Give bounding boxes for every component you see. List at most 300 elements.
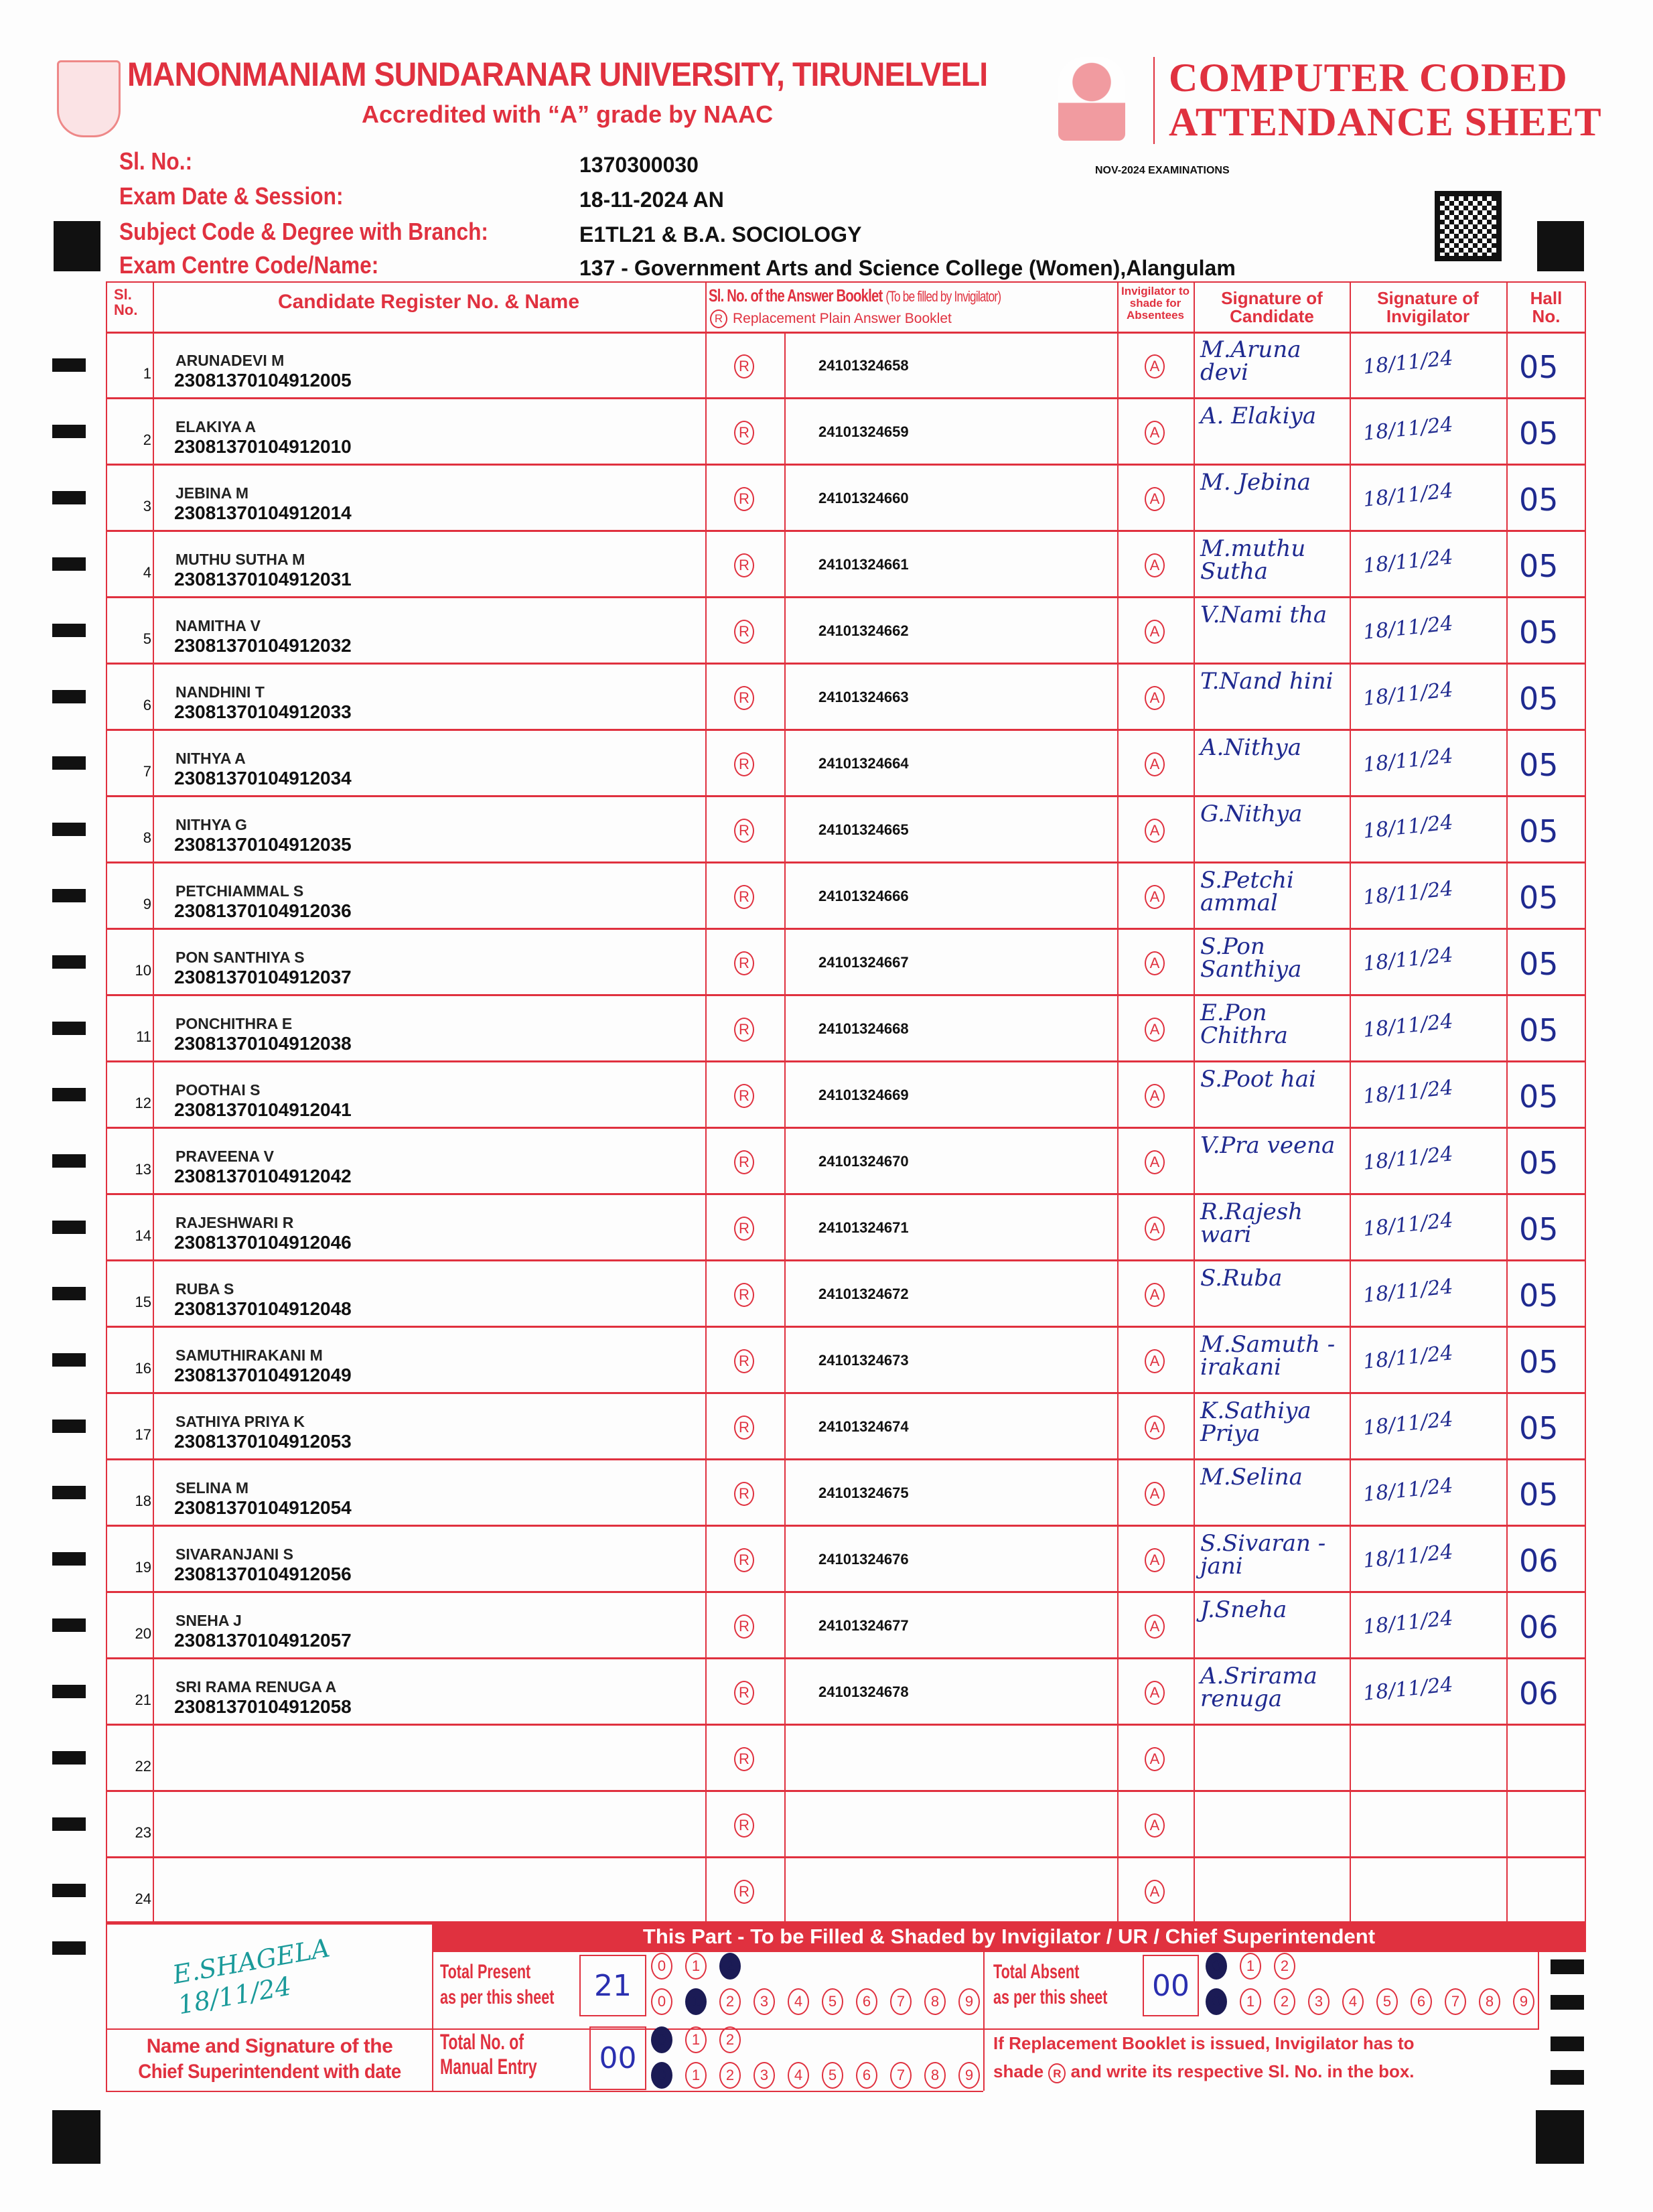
invigilator-signature: 18/11/24: [1362, 1673, 1455, 1706]
replacement-bubble[interactable]: R: [734, 1217, 754, 1241]
invigilator-signature: 18/11/24: [1362, 1341, 1455, 1374]
chief-label-1: Name and Signature of the: [146, 2035, 393, 2057]
absent-bubble[interactable]: A: [1145, 819, 1165, 843]
register-number: 23081370104912034: [174, 768, 352, 788]
absent-units-bubble[interactable]: 7: [1445, 1988, 1466, 2015]
row-sl: 17: [135, 1426, 151, 1443]
sheet-title-line2: ATTENDANCE SHEET: [1169, 100, 1602, 144]
absent-bubble[interactable]: A: [1145, 1349, 1165, 1373]
absent-tens-bubble[interactable]: 2: [1274, 1953, 1295, 1980]
booklet-number: 24101324668: [818, 1020, 909, 1037]
absent-tens-bubble[interactable]: 0: [1206, 1953, 1227, 1980]
timing-mark: [52, 1618, 86, 1632]
invigilator-signature: 18/11/24: [1362, 545, 1455, 578]
booklet-number: 24101324673: [818, 1352, 909, 1369]
row-sl: 15: [135, 1294, 151, 1310]
university-name: MANONMANIAM SUNDARANAR UNIVERSITY, TIRUNELVELI: [127, 56, 988, 93]
accreditation: Accredited with “A” grade by NAAC: [362, 100, 774, 128]
footer-band-text: This Part - To be Filled & Shaded by Invigilator / UR / Chief Superintendent: [642, 1925, 1376, 1948]
replacement-bubble[interactable]: R: [734, 819, 754, 843]
booklet-number: 24101324665: [818, 821, 909, 838]
timing-mark: [52, 1552, 86, 1566]
row-sl: 19: [135, 1559, 151, 1576]
centre-value: 137 - Government Arts and Science College (Women),Alangulam: [579, 256, 1236, 280]
candidate-signature: M.Aruna devi: [1200, 336, 1301, 386]
exam-date-label: Exam Date & Session:: [119, 182, 344, 210]
row-sl: 5: [143, 630, 151, 647]
register-number: 23081370104912005: [174, 370, 352, 391]
row-sl: 24: [135, 1890, 151, 1907]
present-tens-bubble[interactable]: 0: [651, 1953, 672, 1980]
row-sl: 14: [135, 1227, 151, 1244]
replacement-bubble[interactable]: R: [734, 487, 754, 511]
candidate-name: PONCHITHRA E: [175, 1015, 293, 1032]
candidate-name: PETCHIAMMAL S: [175, 882, 304, 900]
row-sl: 16: [135, 1360, 151, 1377]
invigilator-signature: 18/11/24: [1362, 1010, 1455, 1042]
row-sl: 22: [135, 1758, 151, 1775]
candidate-name: SATHIYA PRIYA K: [175, 1413, 305, 1430]
absent-bubble[interactable]: A: [1145, 421, 1165, 445]
absent-tens-bubble[interactable]: 1: [1240, 1953, 1261, 1980]
timing-mark: [52, 1817, 86, 1831]
candidate-name: NITHYA G: [175, 816, 247, 833]
absent-units-bubble[interactable]: 1: [1240, 1988, 1261, 2015]
absent-bubble[interactable]: A: [1145, 1614, 1165, 1639]
invigilator-signature: 18/11/24: [1362, 1474, 1455, 1507]
row-sl: 13: [135, 1161, 151, 1178]
timing-mark: [52, 1088, 86, 1101]
candidate-signature: G.Nithya: [1200, 801, 1303, 827]
candidate-signature: S.Petchi ammal: [1200, 867, 1294, 916]
absent-bubble[interactable]: A: [1145, 752, 1165, 776]
timing-mark: [52, 1486, 86, 1499]
chief-superintendent-signature: E.SHAGELA 18/11/24: [170, 1933, 332, 2020]
absent-bubble[interactable]: A: [1145, 487, 1165, 511]
hall-number: 05: [1519, 1277, 1559, 1314]
register-number: 23081370104912049: [174, 1365, 352, 1385]
hall-number: 05: [1519, 1410, 1559, 1446]
hall-number: 06: [1519, 1609, 1559, 1645]
replacement-bubble[interactable]: R: [734, 1747, 754, 1771]
register-number: 23081370104912036: [174, 900, 352, 921]
register-number: 23081370104912037: [174, 967, 352, 987]
hall-number: 05: [1519, 548, 1559, 584]
timing-mark: [52, 358, 86, 372]
candidate-name: SRI RAMA RENUGA A: [175, 1678, 337, 1696]
absent-bubble[interactable]: A: [1145, 1813, 1165, 1838]
hall-number: 05: [1519, 1012, 1559, 1048]
hall-number: 05: [1519, 482, 1559, 518]
col-header-booklet: Sl. No. of the Answer Booklet: [709, 285, 883, 305]
booklet-number: 24101324670: [818, 1153, 909, 1170]
candidate-name: SIVARANJANI S: [175, 1545, 293, 1563]
timing-mark: [52, 1287, 86, 1300]
present-tens-bubble[interactable]: 2: [719, 1953, 741, 1980]
row-sl: 3: [143, 498, 151, 514]
absent-units-bubble[interactable]: 5: [1376, 1988, 1398, 2015]
absent-bubble[interactable]: A: [1145, 1217, 1165, 1241]
absent-bubble[interactable]: A: [1145, 354, 1165, 378]
candidate-signature: V.Pra veena: [1200, 1132, 1336, 1159]
invigilator-signature: 18/11/24: [1362, 943, 1455, 976]
hall-number: 05: [1519, 946, 1559, 982]
candidate-signature: S.Sivaran -jani: [1200, 1530, 1326, 1580]
invigilator-signature: 18/11/24: [1362, 413, 1455, 445]
candidate-name: NITHYA A: [175, 750, 246, 767]
candidate-signature: R.Rajesh wari: [1200, 1198, 1303, 1248]
absent-bubble[interactable]: A: [1145, 1415, 1165, 1440]
manual-units-bubble[interactable]: 1: [685, 2062, 707, 2089]
register-number: 23081370104912058: [174, 1696, 352, 1717]
replacement-bubble[interactable]: R: [734, 1880, 754, 1904]
absent-bubble[interactable]: A: [1145, 553, 1165, 577]
register-number: 23081370104912056: [174, 1564, 352, 1584]
timing-mark: [52, 889, 86, 902]
absent-bubble[interactable]: A: [1145, 1084, 1165, 1108]
manual-label-2: Manual Entry: [440, 2054, 537, 2079]
replacement-bubble[interactable]: R: [734, 686, 754, 710]
replacement-bubble[interactable]: R: [734, 421, 754, 445]
present-units-bubble[interactable]: 8: [924, 1988, 946, 2015]
invigilator-signature: 18/11/24: [1362, 1407, 1455, 1440]
manual-tens-bubble[interactable]: 2: [719, 2026, 741, 2053]
timing-mark: [52, 624, 86, 637]
subject-label: Subject Code & Degree with Branch:: [119, 218, 488, 245]
total-absent-box[interactable]: 00: [1143, 1955, 1199, 2016]
absent-bubble[interactable]: A: [1145, 1482, 1165, 1506]
row-sl: 9: [143, 896, 151, 912]
absent-bubble[interactable]: A: [1145, 951, 1165, 975]
register-number: 23081370104912046: [174, 1232, 352, 1253]
timing-mark: [1551, 1995, 1584, 2010]
candidate-name: RUBA S: [175, 1280, 234, 1298]
examinations-label: NOV-2024 EXAMINATIONS: [1095, 165, 1230, 176]
chief-label-2: Chief Superintendent with date: [138, 2060, 401, 2083]
register-number: 23081370104912054: [174, 1497, 352, 1518]
absent-label-1: Total Absent: [993, 1961, 1080, 1983]
replacement-bubble[interactable]: R: [734, 752, 754, 776]
present-units-bubble[interactable]: 4: [788, 1988, 809, 2015]
timing-mark: [52, 491, 86, 504]
candidate-name: PRAVEENA V: [175, 1148, 274, 1165]
timing-mark: [1551, 2070, 1584, 2085]
replacement-bubble[interactable]: R: [734, 951, 754, 975]
hall-number: 06: [1519, 1675, 1559, 1712]
candidate-name: SAMUTHIRAKANI M: [175, 1346, 323, 1364]
booklet-number: 24101324661: [818, 556, 909, 573]
booklet-number: 24101324672: [818, 1286, 909, 1302]
replacement-bubble[interactable]: R: [734, 1813, 754, 1838]
timing-mark: [52, 557, 86, 571]
row-sl: 10: [135, 962, 151, 979]
col-header-absent: Invigilator to shade for Absentees: [1121, 285, 1190, 322]
hall-number: 06: [1519, 1543, 1559, 1579]
timing-mark: [52, 756, 86, 770]
table-row: [106, 1792, 1586, 1858]
row-sl: 21: [135, 1691, 151, 1708]
absent-units-bubble[interactable]: 0: [1206, 1988, 1227, 2015]
row-sl: 20: [135, 1625, 151, 1642]
invigilator-signature: 18/11/24: [1362, 811, 1455, 843]
absent-bubble[interactable]: A: [1145, 1283, 1165, 1307]
present-units-bubble[interactable]: 2: [719, 1988, 741, 2015]
candidate-signature: S.Poot hai: [1200, 1066, 1316, 1093]
timing-mark: [1551, 1959, 1584, 1974]
row-sl: 12: [135, 1095, 151, 1111]
sl-no-value: 1370300030: [579, 153, 699, 177]
invigilator-signature: 18/11/24: [1362, 1076, 1455, 1109]
timing-mark: [1551, 2036, 1584, 2051]
candidate-name: SELINA M: [175, 1479, 249, 1497]
candidate-signature: K.Sathiya Priya: [1200, 1397, 1311, 1447]
present-units-bubble[interactable]: 7: [890, 1988, 912, 2015]
replacement-bubble[interactable]: R: [734, 1084, 754, 1108]
col-header-booklet-note: (To be filled by Invigilator): [885, 288, 1001, 305]
hall-number: 05: [1519, 1211, 1559, 1247]
hall-number: 05: [1519, 880, 1559, 916]
present-units-bubble[interactable]: 9: [958, 1988, 980, 2015]
booklet-number: 24101324677: [818, 1617, 909, 1634]
absent-units-bubble[interactable]: 9: [1513, 1988, 1534, 2015]
manual-units-bubble[interactable]: 5: [822, 2062, 843, 2089]
hall-number: 05: [1519, 1344, 1559, 1380]
candidate-name: JEBINA M: [175, 484, 249, 502]
candidate-signature: J.Sneha: [1200, 1596, 1287, 1623]
row-sl: 11: [136, 1028, 151, 1045]
booklet-number: 24101324669: [818, 1087, 909, 1103]
hall-number: 05: [1519, 1476, 1559, 1513]
timing-mark: [52, 1154, 86, 1168]
manual-label-1: Total No. of: [440, 2030, 524, 2054]
timing-mark: [52, 690, 86, 703]
candidate-name: PON SANTHIYA S: [175, 949, 305, 966]
manual-tens-bubble[interactable]: 1: [685, 2026, 707, 2053]
col-header-sig-candidate: Signature of Candidate: [1221, 288, 1323, 327]
manual-units-bubble[interactable]: 7: [890, 2062, 912, 2089]
hall-number: 05: [1519, 349, 1559, 385]
replacement-bubble[interactable]: R: [734, 1614, 754, 1639]
col-header-replacement: Replacement Plain Answer Booklet: [733, 311, 952, 326]
invigilator-signature: 18/11/24: [1362, 1606, 1455, 1639]
row-sl: 2: [143, 431, 151, 448]
candidate-signature: A.Srirama renuga: [1200, 1663, 1317, 1712]
timing-mark: [52, 1884, 86, 1897]
booklet-number: 24101324671: [818, 1219, 909, 1236]
total-present-box[interactable]: 21: [579, 1955, 646, 2016]
timing-mark: [52, 1685, 86, 1698]
manual-units-bubble[interactable]: 3: [753, 2062, 775, 2089]
candidate-signature: V.Nami tha: [1200, 602, 1327, 628]
absent-bubble[interactable]: A: [1145, 1681, 1165, 1705]
register-number: 23081370104912038: [174, 1033, 352, 1054]
register-number: 23081370104912035: [174, 834, 352, 855]
absent-bubble[interactable]: A: [1145, 1548, 1165, 1572]
manual-entry-box[interactable]: 00: [589, 2026, 646, 2090]
present-units-bubble[interactable]: 5: [822, 1988, 843, 2015]
invigilator-signature: 18/11/24: [1362, 612, 1455, 644]
present-label-1: Total Present: [440, 1961, 531, 1983]
register-number: 23081370104912031: [174, 569, 352, 590]
timing-mark: [52, 425, 86, 438]
manual-units-bubble[interactable]: 8: [924, 2062, 946, 2089]
replacement-bubble[interactable]: R: [734, 1150, 754, 1174]
register-number: 23081370104912048: [174, 1298, 352, 1319]
university-logo: [57, 60, 121, 137]
replacement-bubble[interactable]: R: [734, 354, 754, 378]
absent-bubble[interactable]: A: [1145, 1747, 1165, 1771]
timing-mark: [1537, 221, 1584, 271]
booklet-number: 24101324658: [818, 357, 909, 374]
candidate-signature: M.Selina: [1200, 1464, 1303, 1491]
replacement-bubble[interactable]: R: [734, 1415, 754, 1440]
invigilator-signature: 18/11/24: [1362, 877, 1455, 910]
invigilator-signature: 18/11/24: [1362, 1208, 1455, 1241]
candidate-signature: S.Pon Santhiya: [1200, 933, 1302, 983]
manual-units-bubble[interactable]: 6: [856, 2062, 877, 2089]
replacement-bubble[interactable]: R: [734, 885, 754, 909]
timing-mark: [52, 1420, 86, 1433]
founder-portrait: [1058, 57, 1125, 141]
timing-mark: [52, 1022, 86, 1035]
row-sl: 4: [143, 564, 151, 581]
manual-units-bubble[interactable]: 9: [958, 2062, 980, 2089]
candidate-name: ELAKIYA A: [175, 418, 257, 435]
col-header-candidate: Candidate Register No. & Name: [277, 291, 580, 313]
booklet-number: 24101324678: [818, 1683, 909, 1700]
header-divider: [1153, 57, 1155, 144]
absent-bubble[interactable]: A: [1145, 885, 1165, 909]
invigilator-signature: 18/11/24: [1362, 678, 1455, 711]
register-number: 23081370104912057: [174, 1630, 352, 1651]
subject-value: E1TL21 & B.A. SOCIOLOGY: [579, 222, 862, 247]
candidate-signature: M.Samuth -irakani: [1200, 1331, 1336, 1381]
hall-number: 05: [1519, 813, 1559, 849]
booklet-number: 24101324667: [818, 954, 909, 971]
booklet-number: 24101324666: [818, 888, 909, 904]
booklet-number: 24101324659: [818, 423, 909, 440]
invigilator-signature: 18/11/24: [1362, 1142, 1455, 1175]
note-line-1: If Replacement Booklet is issued, Invigilator has to: [993, 2033, 1415, 2053]
absent-bubble[interactable]: A: [1145, 686, 1165, 710]
note-line-2a: shade: [993, 2061, 1044, 2081]
absent-units-bubble[interactable]: 6: [1411, 1988, 1432, 2015]
timing-mark: [52, 823, 86, 836]
timing-mark: [52, 1221, 86, 1234]
timing-mark: [52, 1941, 86, 1955]
replacement-bubble[interactable]: R: [734, 1681, 754, 1705]
candidate-name: ARUNADEVI M: [175, 352, 285, 369]
sheet-title-line1: COMPUTER CODED: [1169, 56, 1568, 100]
booklet-number: 24101324660: [818, 490, 909, 506]
candidate-name: POOTHAI S: [175, 1081, 261, 1099]
timing-mark: [52, 1751, 86, 1765]
absent-bubble[interactable]: A: [1145, 620, 1165, 644]
replacement-bubble[interactable]: R: [734, 1349, 754, 1373]
hall-number: 05: [1519, 614, 1559, 650]
manual-units-bubble[interactable]: 2: [719, 2062, 741, 2089]
invigilator-signature: 18/11/24: [1362, 744, 1455, 777]
absent-units-bubble[interactable]: 8: [1479, 1988, 1500, 2015]
centre-label: Exam Centre Code/Name:: [119, 251, 379, 279]
booklet-number: 24101324663: [818, 689, 909, 705]
timing-mark: [54, 221, 100, 271]
candidate-name: MUTHU SUTHA M: [175, 551, 305, 568]
corner-mark: [52, 2110, 100, 2164]
candidate-signature: M. Jebina: [1200, 469, 1311, 496]
timing-mark: [52, 1353, 86, 1367]
candidate-signature: A.Nithya: [1200, 734, 1302, 761]
present-label-2: as per this sheet: [440, 1986, 555, 2008]
table-row: [106, 1726, 1586, 1792]
present-units-bubble[interactable]: 1: [685, 1988, 707, 2015]
present-units-bubble[interactable]: 0: [651, 1988, 672, 2015]
register-number: 23081370104912042: [174, 1166, 352, 1186]
candidate-name: SNEHA J: [175, 1612, 242, 1629]
hall-number: 05: [1519, 415, 1559, 452]
replacement-bubble[interactable]: R: [734, 1548, 754, 1572]
hall-number: 05: [1519, 1145, 1559, 1181]
register-number: 23081370104912041: [174, 1099, 352, 1120]
booklet-number: 24101324662: [818, 622, 909, 639]
present-tens-bubble[interactable]: 1: [685, 1953, 707, 1980]
manual-tens-bubble[interactable]: 0: [651, 2026, 672, 2053]
booklet-number: 24101324664: [818, 755, 909, 772]
timing-mark: [52, 955, 86, 969]
row-sl: 8: [143, 829, 151, 846]
candidate-signature: E.Pon Chithra: [1200, 999, 1288, 1049]
candidate-signature: S.Ruba: [1200, 1265, 1283, 1292]
replacement-bubble[interactable]: R: [734, 620, 754, 644]
row-sl: 18: [135, 1493, 151, 1509]
row-sl: 1: [143, 365, 151, 382]
present-units-bubble[interactable]: 3: [753, 1988, 775, 2015]
absent-units-bubble[interactable]: 4: [1342, 1988, 1364, 2015]
booklet-number: 24101324676: [818, 1551, 909, 1568]
row-sl: 6: [143, 697, 151, 713]
candidate-name: RAJESHWARI R: [175, 1214, 294, 1231]
replacement-bubble[interactable]: R: [734, 1018, 754, 1042]
candidate-name: NAMITHA V: [175, 617, 261, 634]
replacement-bubble[interactable]: R: [734, 1482, 754, 1506]
absent-units-bubble[interactable]: 2: [1274, 1988, 1295, 2015]
hall-number: 05: [1519, 747, 1559, 783]
manual-units-bubble[interactable]: 4: [788, 2062, 809, 2089]
absent-bubble[interactable]: A: [1145, 1150, 1165, 1174]
manual-units-bubble[interactable]: 0: [651, 2062, 672, 2089]
present-units-bubble[interactable]: 6: [856, 1988, 877, 2015]
register-number: 23081370104912010: [174, 436, 352, 457]
col-header-sig-invigilator: Signature of Invigilator: [1377, 288, 1479, 327]
absent-units-bubble[interactable]: 3: [1308, 1988, 1329, 2015]
booklet-number: 24101324675: [818, 1484, 909, 1501]
note-line-2b: and write its respective Sl. No. in the box.: [1070, 2061, 1415, 2081]
table-row: [106, 1858, 1586, 1925]
hall-number: 05: [1519, 1079, 1559, 1115]
invigilator-signature: 18/11/24: [1362, 1275, 1455, 1308]
replacement-bubble[interactable]: R: [734, 553, 754, 577]
replacement-r-icon: R: [1048, 2063, 1066, 2083]
register-number: 23081370104912032: [174, 635, 352, 656]
corner-mark: [1536, 2110, 1584, 2164]
replacement-bubble[interactable]: R: [734, 1283, 754, 1307]
absent-bubble[interactable]: A: [1145, 1880, 1165, 1904]
sl-no-label: Sl. No.:: [119, 147, 193, 175]
candidate-signature: T.Nand hini: [1200, 668, 1334, 695]
exam-date-value: 18-11-2024 AN: [579, 188, 724, 212]
absent-bubble[interactable]: A: [1145, 1018, 1165, 1042]
candidate-signature: M.muthu Sutha: [1200, 535, 1306, 585]
